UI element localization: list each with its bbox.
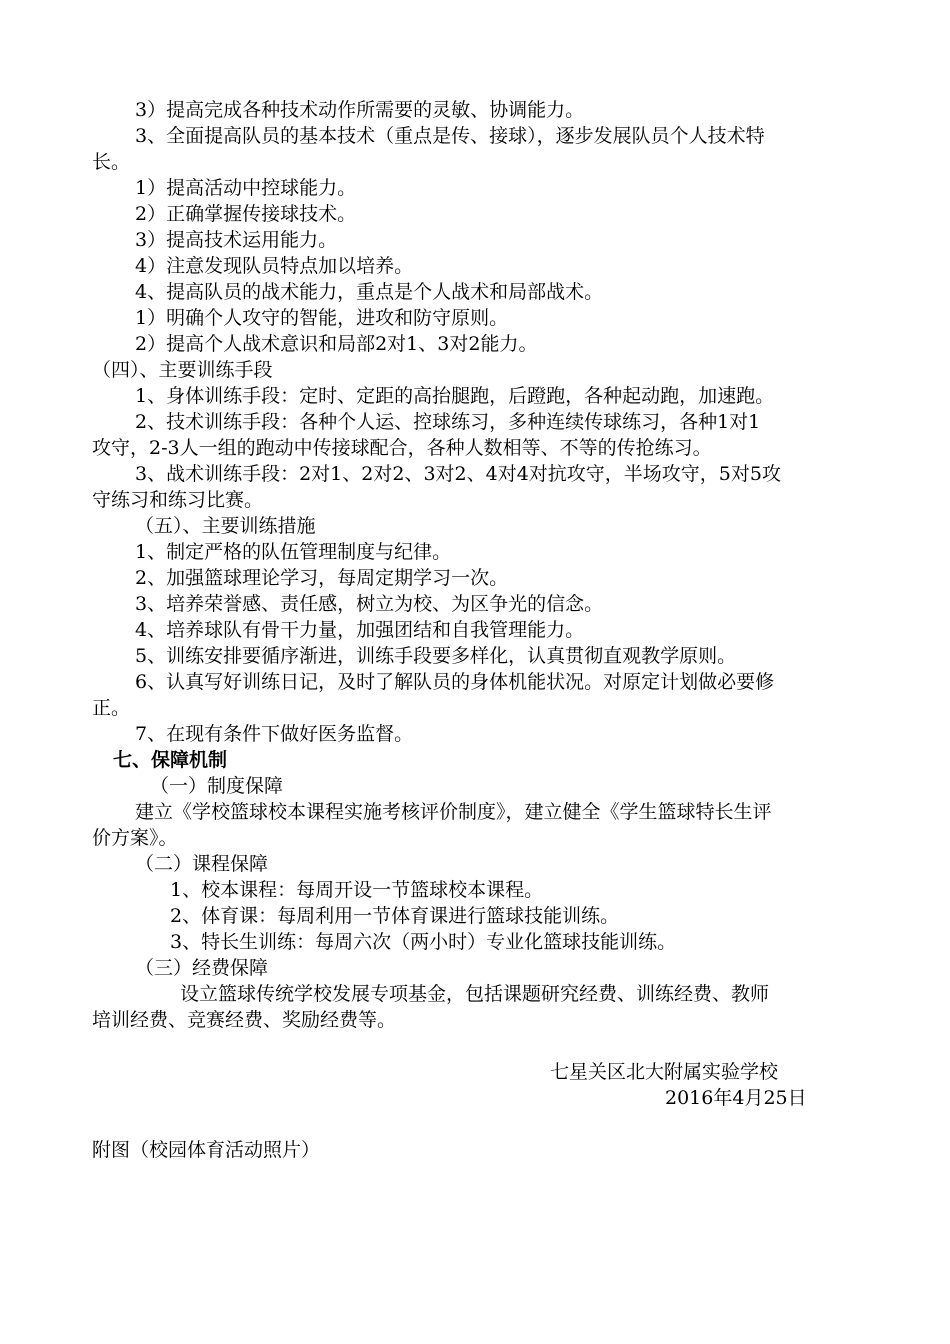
text-line: 1）提高活动中控球能力。 — [135, 177, 357, 199]
text-line: 2、体育课：每周利用一节体育课进行篮球技能训练。 — [170, 905, 620, 927]
text-line: 正。 — [92, 697, 131, 719]
text-line: 1、校本课程：每周开设一节篮球校本课程。 — [170, 879, 544, 901]
chapter-heading: 七、保障机制 — [113, 749, 228, 771]
text-line: 2）正确掌握传接球技术。 — [135, 203, 357, 225]
text-line: 建立《学校篮球校本课程实施考核评价制度》，建立健全《学生篮球特长生评 — [135, 801, 772, 823]
text-line: 4、培养球队有骨干力量，加强团结和自我管理能力。 — [135, 619, 585, 641]
text-line: 2）提高个人战术意识和局部2对1、3对2能力。 — [135, 333, 538, 355]
text-line: 3、全面提高队员的基本技术（重点是传、接球），逐步发展队员个人技术特 — [135, 125, 765, 147]
section-heading: （一）制度保障 — [150, 775, 284, 797]
text-line: 设立篮球传统学校发展专项基金，包括课题研究经费、训练经费、教师 — [180, 983, 770, 1005]
text-line: 1、制定严格的队伍管理制度与纪律。 — [135, 541, 452, 563]
text-line: 7、在现有条件下做好医务监督。 — [135, 723, 414, 745]
text-line: 4）注意发现队员特点加以培养。 — [135, 255, 414, 277]
section-heading: （二）课程保障 — [135, 853, 269, 875]
section-heading: （四）、主要训练手段 — [92, 359, 273, 381]
text-line: 3、战术训练手段：2对1、2对2、3对2、4对4对抗攻守，半场攻守，5对5攻 — [135, 463, 781, 485]
text-line: 3）提高技术运用能力。 — [135, 229, 338, 251]
text-line: 2、加强篮球理论学习，每周定期学习一次。 — [135, 567, 509, 589]
text-line: 2、技术训练手段：各种个人运、控球练习，多种连续传球练习，各种1对1 — [135, 411, 761, 433]
text-line: 4、提高队员的战术能力，重点是个人战术和局部战术。 — [135, 281, 604, 303]
text-line: 守练习和练习比赛。 — [92, 489, 264, 511]
signature-org: 七星关区北大附属实验学校 — [550, 1061, 779, 1083]
text-line: 3）提高完成各种技术动作所需要的灵敏、协调能力。 — [135, 99, 585, 121]
section-heading: （五）、主要训练措施 — [135, 515, 316, 537]
text-line: 培训经费、竞赛经费、奖励经费等。 — [92, 1009, 397, 1031]
text-line: 6、认真写好训练日记，及时了解队员的身体机能状况。对原定计划做必要修 — [135, 671, 775, 693]
appendix-caption: 附图（校园体育活动照片） — [92, 1139, 321, 1161]
text-line: 5、训练安排要循序渐进，训练手段要多样化，认真贯彻直观教学原则。 — [135, 645, 737, 667]
text-line: 3、培养荣誉感、责任感，树立为校、为区争光的信念。 — [135, 593, 604, 615]
signature-date: 2016年4月25日 — [665, 1087, 807, 1109]
text-line: 1）明确个人攻守的智能，进攻和防守原则。 — [135, 307, 509, 329]
section-heading: （三）经费保障 — [135, 957, 269, 979]
text-line: 1、身体训练手段：定时、定距的高抬腿跑，后蹬跑，各种起动跑，加速跑。 — [135, 385, 775, 407]
text-line: 价方案》。 — [92, 827, 178, 849]
text-line: 攻守，2-3人一组的跑动中传接球配合，各种人数相等、不等的传抢练习。 — [92, 437, 712, 459]
text-line: 长。 — [92, 151, 131, 173]
text-line: 3、特长生训练：每周六次（两小时）专业化篮球技能训练。 — [170, 931, 677, 953]
